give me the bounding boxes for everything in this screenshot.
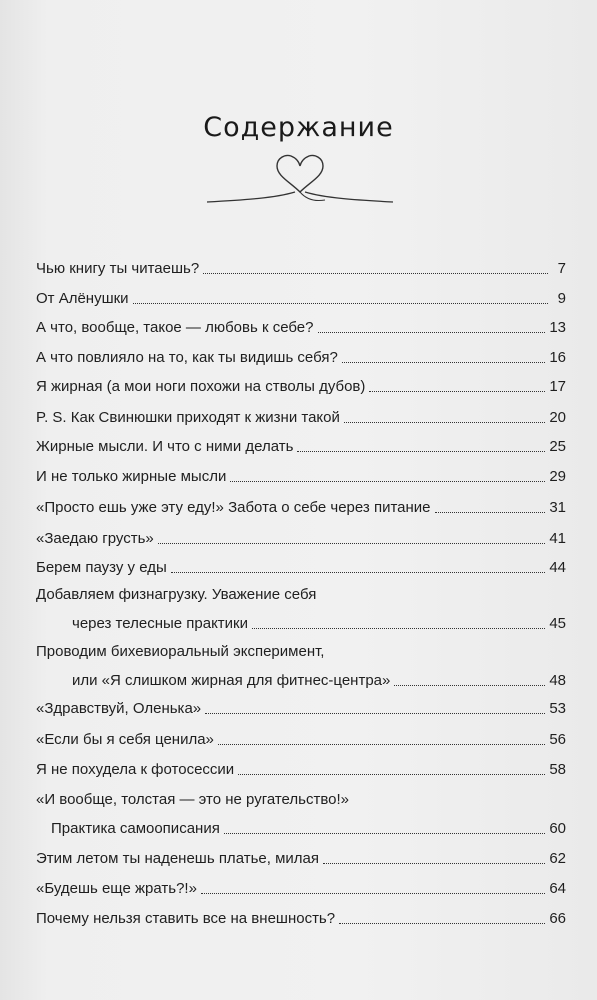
toc-entry-title: А что повлияло на то, как ты видишь себя? bbox=[36, 349, 338, 366]
toc-entry[interactable] bbox=[36, 730, 566, 750]
toc-entry-page: 29 bbox=[549, 468, 566, 485]
dot-leader bbox=[297, 451, 545, 452]
toc-entry[interactable] bbox=[36, 558, 566, 578]
toc-entry-title: Берем паузу у еды bbox=[36, 559, 167, 576]
toc-entry[interactable] bbox=[36, 498, 566, 518]
toc-entry-title: «Просто ешь уже эту еду!» Забота о себе через питание bbox=[36, 499, 431, 516]
toc-entry-page: 66 bbox=[549, 910, 566, 927]
toc-entry[interactable] bbox=[36, 408, 566, 428]
toc-entry-page: 31 bbox=[549, 499, 566, 516]
toc-entry-title: Жирные мысли. И что с ними делать bbox=[36, 438, 294, 455]
toc-entry-title: «Будешь еще жрать?!» bbox=[36, 880, 197, 897]
toc-entry-title: «Здравствуй, Оленька» bbox=[36, 700, 202, 717]
toc-entry-page: 16 bbox=[549, 349, 566, 366]
toc-entry[interactable] bbox=[36, 467, 566, 487]
toc-entry-page: 17 bbox=[549, 378, 566, 395]
toc-entry[interactable] bbox=[36, 879, 566, 899]
page-header bbox=[36, 30, 566, 54]
toc-entry[interactable] bbox=[36, 760, 566, 780]
toc-entry-title: через телесные практики bbox=[72, 615, 249, 632]
toc-entry-page: 62 bbox=[549, 850, 566, 867]
toc-entry[interactable] bbox=[36, 699, 566, 719]
toc-entry[interactable] bbox=[36, 642, 566, 691]
dot-leader bbox=[252, 628, 545, 629]
toc-entry-title-line1: Проводим бихевиоральный эксперимент, bbox=[36, 643, 325, 660]
toc-entry-page: 60 bbox=[549, 820, 566, 837]
dot-leader bbox=[224, 833, 545, 834]
toc-entry[interactable] bbox=[36, 259, 566, 279]
toc-entry-title: От Алёнушки bbox=[36, 290, 129, 307]
dot-leader bbox=[238, 774, 545, 775]
toc-entry-page: 53 bbox=[549, 700, 566, 717]
toc-entry-page: 58 bbox=[549, 761, 566, 778]
toc-entry-title: Этим летом ты наденешь платье, милая bbox=[36, 850, 319, 867]
toc-entry-title: P. S. Как Свинюшки приходят к жизни такой bbox=[36, 409, 340, 426]
toc-title: Содержание bbox=[203, 112, 394, 143]
toc-entry-title: «Заедаю грусть» bbox=[36, 530, 154, 547]
toc-entry-page: 41 bbox=[549, 530, 566, 547]
dot-leader bbox=[369, 391, 545, 392]
dot-leader bbox=[344, 422, 545, 423]
toc-entry-title: И не только жирные мысли bbox=[36, 468, 227, 485]
dot-leader bbox=[394, 685, 545, 686]
toc-entry[interactable] bbox=[36, 909, 566, 929]
toc-entry[interactable] bbox=[36, 318, 566, 338]
toc-entry[interactable] bbox=[36, 377, 566, 397]
dot-leader bbox=[318, 332, 546, 333]
toc-entry-title: Я не похудела к фотосессии bbox=[36, 761, 235, 778]
toc-entry-title: Я жирная (а мои ноги похожи на стволы дубов) bbox=[36, 378, 366, 395]
dot-leader bbox=[158, 543, 546, 544]
toc-entry-page: 9 bbox=[557, 290, 566, 307]
dot-leader bbox=[435, 512, 546, 513]
dot-leader bbox=[230, 481, 545, 482]
toc-entry-page: 44 bbox=[549, 559, 566, 576]
dot-leader bbox=[203, 273, 548, 274]
toc-entry-page: 13 bbox=[549, 319, 566, 336]
toc-entry-title: Почему нельзя ставить все на внешность? bbox=[36, 910, 336, 927]
dot-leader bbox=[218, 744, 545, 745]
toc-entry-page: 45 bbox=[549, 615, 566, 632]
toc-entry-title: «Если бы я себя ценила» bbox=[36, 731, 214, 748]
toc-entry-page: 7 bbox=[557, 260, 566, 277]
toc-entry-title: Практика самоописания bbox=[51, 820, 220, 837]
dot-leader bbox=[342, 362, 545, 363]
toc-entry[interactable] bbox=[36, 437, 566, 457]
toc-entry-title: Чью книгу ты читаешь? bbox=[36, 260, 200, 277]
toc-entry[interactable] bbox=[36, 348, 566, 368]
toc-entry[interactable] bbox=[36, 849, 566, 869]
toc-entry-page: 64 bbox=[549, 880, 566, 897]
toc-entry-page: 25 bbox=[549, 438, 566, 455]
toc-entry-title: А что, вообще, такое — любовь к себе? bbox=[36, 319, 314, 336]
dot-leader bbox=[205, 713, 545, 714]
toc-entry-page: 56 bbox=[549, 731, 566, 748]
toc-entry[interactable] bbox=[36, 289, 566, 309]
toc-entry[interactable] bbox=[36, 529, 566, 549]
dot-leader bbox=[201, 893, 545, 894]
dot-leader bbox=[171, 572, 546, 573]
dot-leader bbox=[323, 863, 545, 864]
dot-leader bbox=[133, 303, 548, 304]
toc-entry[interactable] bbox=[36, 790, 566, 839]
toc-entry[interactable] bbox=[36, 585, 566, 634]
toc-entry-page: 20 bbox=[549, 409, 566, 426]
toc-entry-page: 48 bbox=[549, 672, 566, 689]
dot-leader bbox=[339, 923, 545, 924]
toc-entry-title-line1: «И вообще, толстая — это не ругательство!» bbox=[36, 791, 349, 808]
toc-entry-title: или «Я слишком жирная для фитнес-центра» bbox=[72, 672, 391, 689]
toc-entry-title-line1: Добавляем физнагрузку. Уважение себя bbox=[36, 586, 317, 603]
heart-flourish-icon bbox=[205, 150, 395, 220]
